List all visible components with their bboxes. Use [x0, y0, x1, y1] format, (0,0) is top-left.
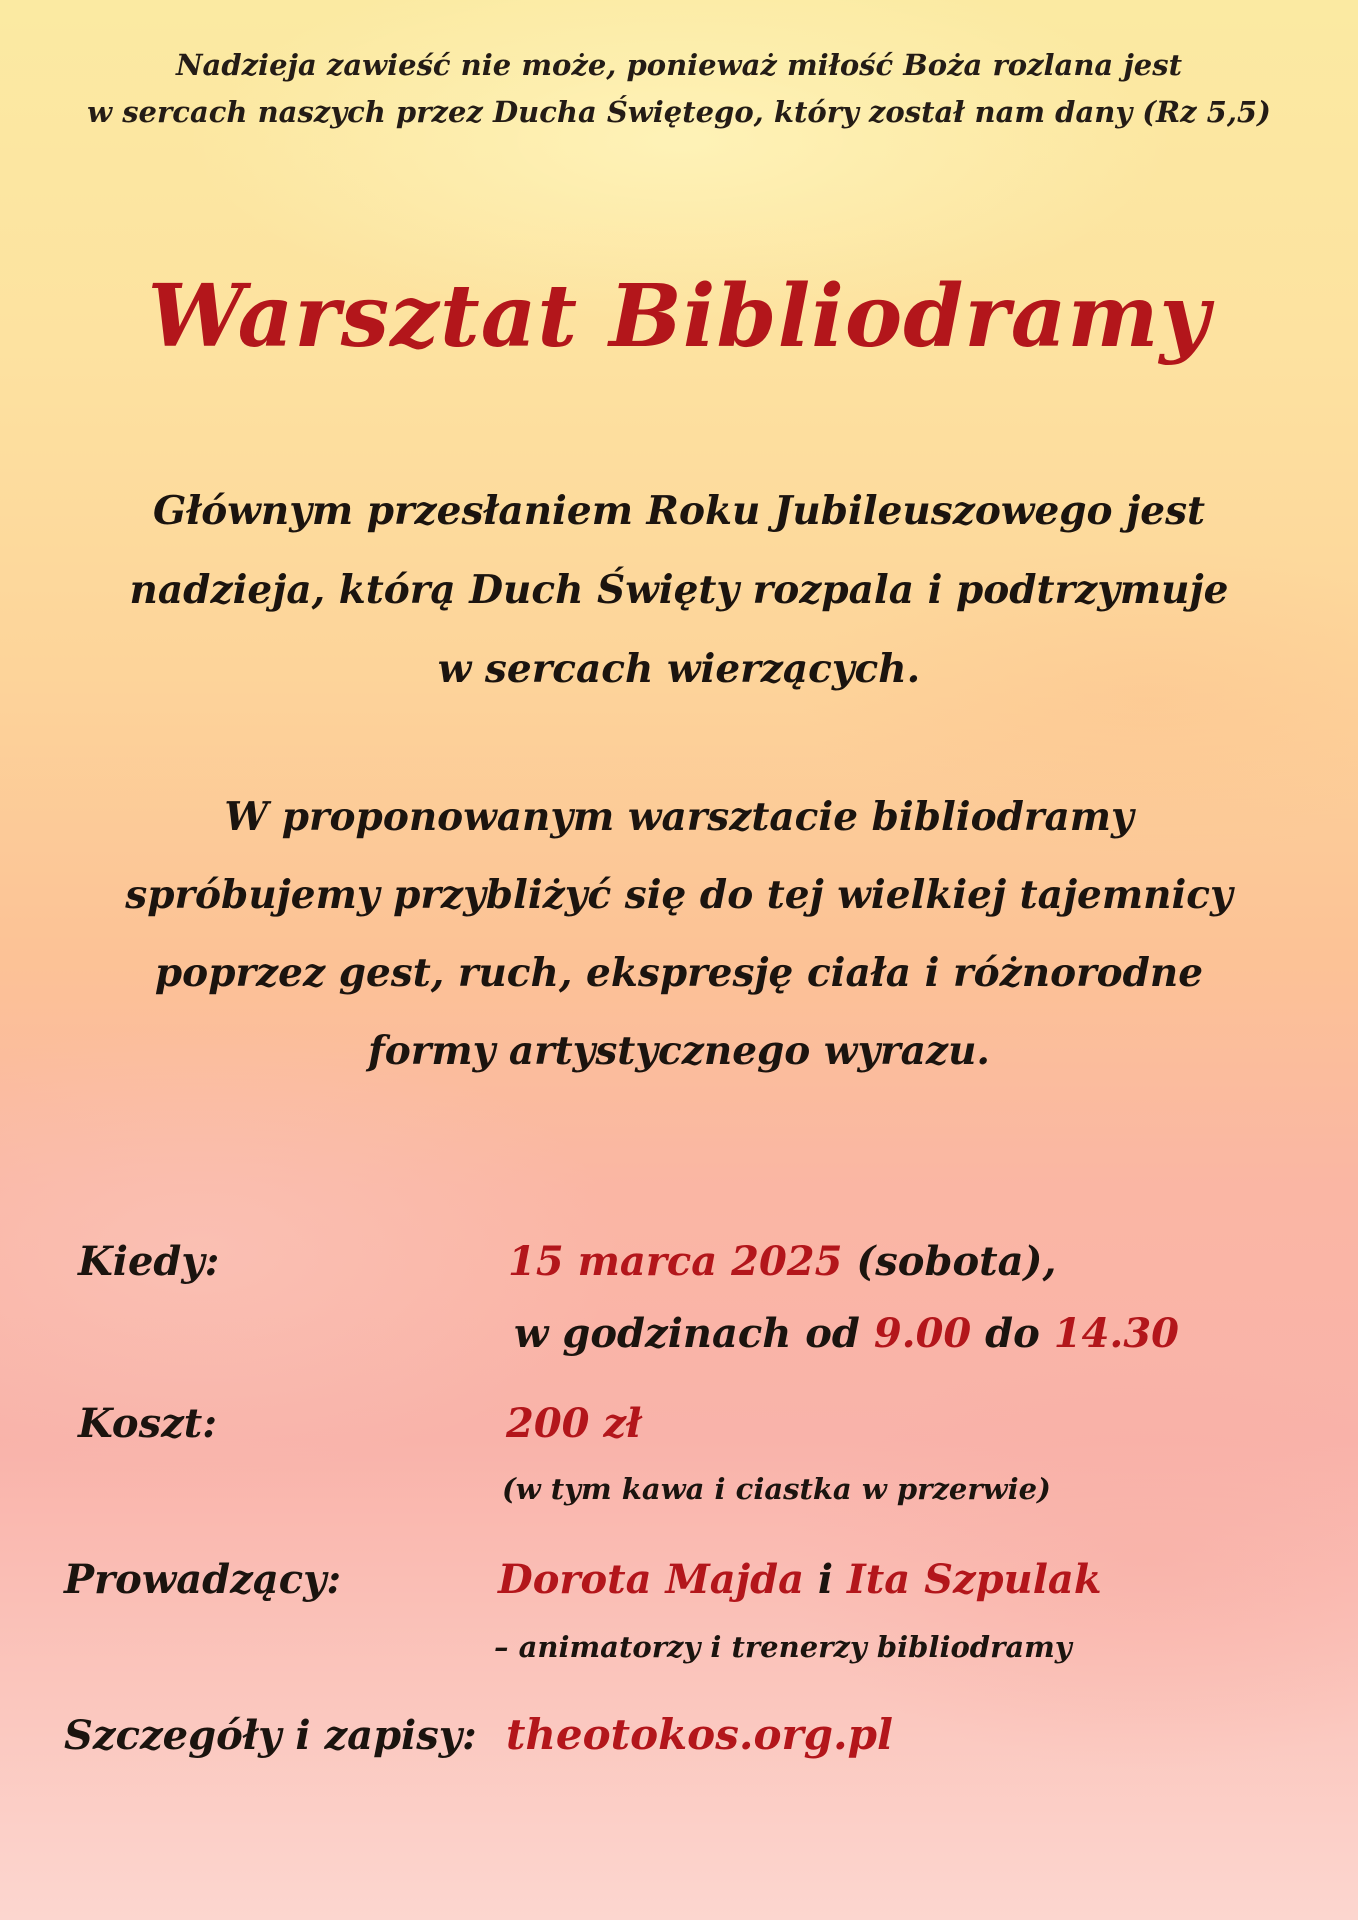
description-paragraph [0, 778, 1358, 1090]
cost-note: (w tym kawa i ciastka w przerwie) [502, 1472, 1051, 1506]
cost-label: Koszt: [78, 1400, 218, 1447]
hours-prefix: w godzinach od [514, 1310, 874, 1357]
leader-name-2: Ita Szpulak [847, 1556, 1102, 1603]
when-date-line [508, 1238, 1056, 1285]
start-time: 9.00 [873, 1310, 972, 1357]
leaders-names [498, 1556, 1102, 1603]
leaders-role: – animatorzy i trenerzy bibliodramy [494, 1630, 1072, 1664]
description-line: W proponowanym warsztacie bibliodramy [224, 794, 1134, 840]
event-weekday: (sobota), [842, 1238, 1057, 1285]
description-line: spróbujemy przybliżyć się do tej wielkiej tajemnicy [125, 872, 1233, 918]
hours-mid: do [971, 1310, 1054, 1357]
when-label: Kiedy: [78, 1238, 220, 1285]
intro-line: w sercach wierzących. [437, 646, 921, 692]
leader-name-1: Dorota Majda [498, 1556, 804, 1603]
end-time: 14.30 [1053, 1310, 1180, 1357]
leaders-conjunction: i [804, 1556, 848, 1603]
signup-link[interactable]: theotokos.org.pl [506, 1710, 893, 1759]
description-line: formy artystycznego wyrazu. [367, 1028, 991, 1074]
signup-label: Szczegóły i zapisy: [64, 1712, 477, 1759]
intro-line: Głównym przesłaniem Roku Jubileuszowego jest [152, 488, 1206, 534]
bible-verse [0, 42, 1358, 136]
leaders-label: Prowadzący: [64, 1556, 342, 1603]
poster-title: Warsztat Bibliodramy [147, 266, 1211, 367]
event-date: 15 marca 2025 [508, 1238, 843, 1285]
intro-paragraph [0, 472, 1358, 709]
cost-amount: 200 zł [506, 1400, 642, 1447]
verse-line-2: w sercach naszych przez Ducha Świętego, który został nam dany (Rz 5,5) [87, 95, 1271, 129]
intro-line: nadzieja, którą Duch Święty rozpala i podtrzymuje [129, 567, 1229, 613]
when-hours-line [514, 1310, 1179, 1357]
description-line: poprzez gest, ruch, ekspresję ciała i różnorodne [154, 950, 1204, 996]
verse-line-1: Nadzieja zawieść nie może, ponieważ miłość Boża rozlana jest [176, 48, 1182, 82]
